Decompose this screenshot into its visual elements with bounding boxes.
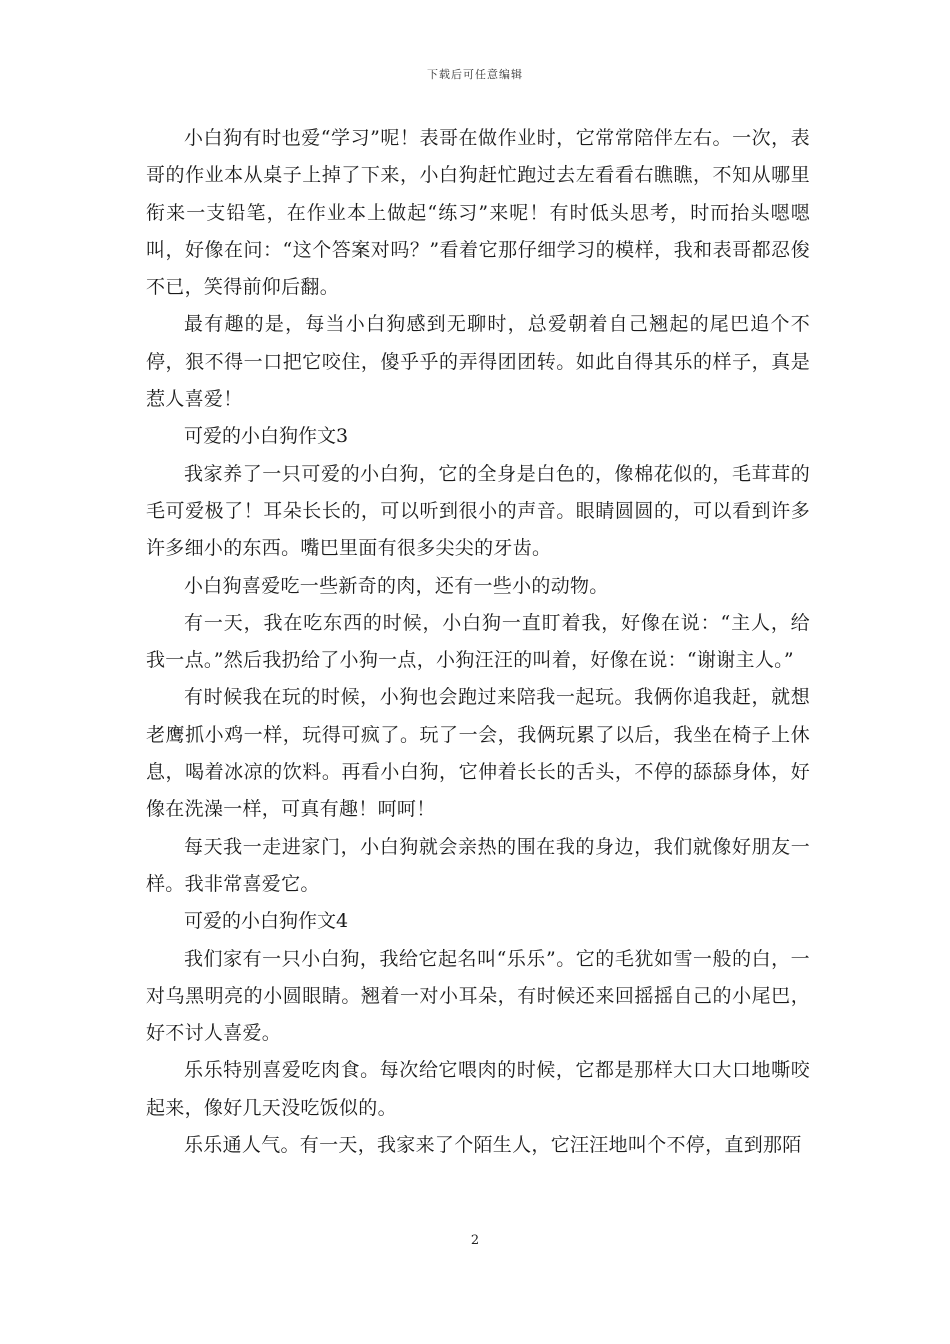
paragraph: 小白狗喜爱吃一些新奇的肉，还有一些小的动物。 — [184, 574, 609, 597]
paragraph: 有时候我在玩的时候，小狗也会跑过来陪我一起玩。我俩你追我赶，就想老鹰抓小鸡一样，玩得可疯了。玩了一会，我俩玩累了以后，我坐在椅子上休息，喝着冰凉的饮料。再看小白狗，它伸着长长的舌头，不停的舔舔身体，好像在洗澡一样，可真有趣！呵呵！ — [146, 686, 810, 821]
paragraph: 每天我一走进家门，小白狗就会亲热的围在我的身边，我们就像好朋友一样。我非常喜爱它。 — [146, 835, 810, 895]
page-number: 2 — [470, 1233, 480, 1248]
paragraph: 乐乐特别喜爱吃肉食。每次给它喂肉的时候，它都是那样大口大口地嘶咬起来，像好几天没吃饭似的。 — [146, 1059, 810, 1119]
paragraph: 乐乐通人气。有一天，我家来了个陌生人，它汪汪地叫个不停，直到那陌 — [184, 1134, 802, 1157]
paragraph: 最有趣的是，每当小白狗感到无聊时，总爱朝着自己翘起的尾巴追个不停，狠不得一口把它咬住，傻乎乎的弄得团团转。如此自得其乐的样子，真是惹人喜爱！ — [146, 313, 810, 411]
paragraph: 我家养了一只可爱的小白狗，它的全身是白色的，像棉花似的，毛茸茸的毛可爱极了！耳朵长长的，可以听到很小的声音。眼睛圆圆的，可以看到许多许多细小的东西。嘴巴里面有很多尖尖的牙齿。 — [146, 462, 810, 560]
section-heading: 可爱的小白狗作文3 — [184, 425, 349, 448]
paragraph: 我们家有一只小白狗，我给它起名叫“乐乐”。它的毛犹如雪一般的白，一对乌黑明亮的小圆眼睛。翘着一对小耳朵，有时候还来回摇摇自己的小尾巴，好不讨人喜爱。 — [146, 947, 810, 1045]
document-body — [146, 120, 810, 1164]
page-header: 下载后可任意编辑 — [427, 68, 523, 81]
paragraph: 有一天，我在吃东西的时候，小白狗一直盯着我，好像在说：“主人，给我一点。”然后我扔给了小狗一点，小狗汪汪的叫着，好像在说：“谢谢主人。” — [146, 611, 810, 672]
paragraph: 小白狗有时也爱“学习”呢！表哥在做作业时，它常常陪伴左右。一次，表哥的作业本从桌子上掉了下来，小白狗赶忙跑过去左看看右瞧瞧，不知从哪里衔来一支铅笔，在作业本上做起“练习”来呢！有时低头思考，时而抬头嗯嗯叫，好像在问：“这个答案对吗？”看着它那仔细学习的模样，我和表哥都忍俊不已，笑得前仰后翻。 — [146, 127, 810, 299]
section-heading: 可爱的小白狗作文4 — [184, 910, 349, 933]
